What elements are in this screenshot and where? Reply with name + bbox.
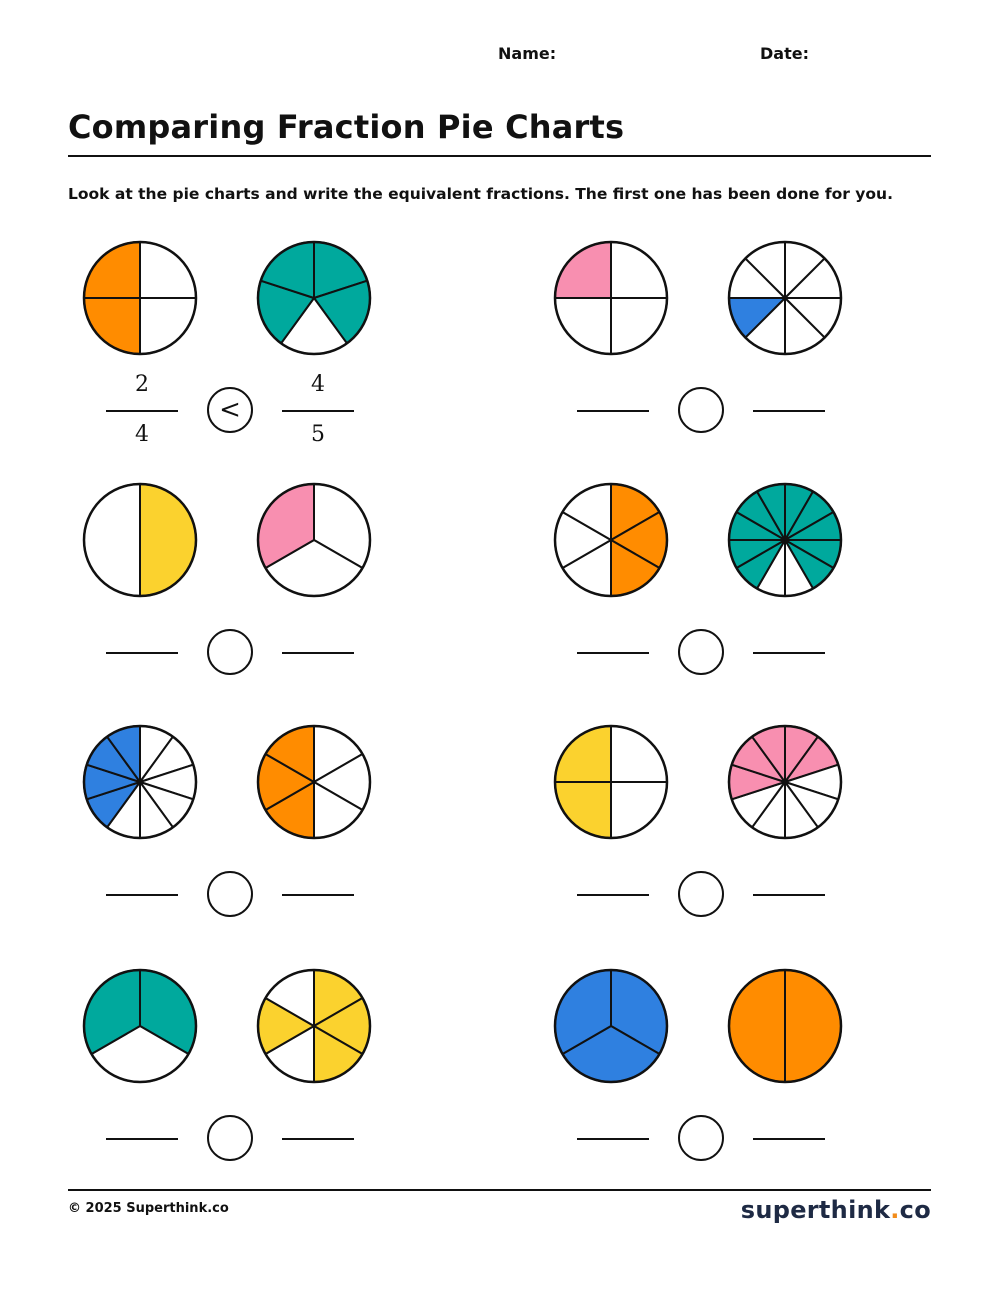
pie-slice-shaded	[729, 970, 785, 1082]
title-rule	[68, 155, 931, 157]
fraction-right-numerator: 4	[311, 372, 325, 397]
pie-slice-empty	[84, 484, 140, 596]
fraction-left-numerator: 2	[135, 372, 149, 397]
answer-line-right[interactable]	[282, 1138, 354, 1140]
problem-6	[553, 724, 853, 954]
copyright: © 2025 Superthink.co	[68, 1201, 229, 1216]
answer-line-right[interactable]	[282, 652, 354, 654]
comparison-circle[interactable]	[678, 1115, 724, 1161]
answer-line-right[interactable]	[282, 894, 354, 896]
pie-chart-right	[727, 240, 843, 356]
pie-slice-shaded	[785, 970, 841, 1082]
comparison-circle[interactable]	[207, 871, 253, 917]
answer-line-right[interactable]	[753, 1138, 825, 1140]
problem-7	[82, 968, 382, 1198]
comparison-circle[interactable]	[207, 1115, 253, 1161]
answer-line-right[interactable]	[753, 410, 825, 412]
pie-chart-left	[82, 968, 198, 1084]
pie-chart-left	[82, 240, 198, 356]
pie-chart-left	[82, 724, 198, 840]
pie-chart-right	[256, 482, 372, 598]
comparison-circle[interactable]	[207, 387, 253, 433]
fraction-left-denominator: 4	[135, 422, 149, 447]
comparison-circle[interactable]	[678, 387, 724, 433]
pie-chart-right	[727, 482, 843, 598]
answer-line-left[interactable]	[106, 894, 178, 896]
problem-1	[82, 240, 382, 470]
problem-8	[553, 968, 853, 1198]
answer-line-left[interactable]	[577, 652, 649, 654]
problem-4	[553, 482, 853, 712]
comparison-circle[interactable]	[678, 629, 724, 675]
answer-line-right[interactable]	[753, 652, 825, 654]
answer-line-right[interactable]	[753, 894, 825, 896]
pie-chart-right	[727, 968, 843, 1084]
answer-line-left[interactable]	[106, 1138, 178, 1140]
pie-chart-right	[256, 724, 372, 840]
pie-chart-left	[553, 724, 669, 840]
instructions: Look at the pie charts and write the equivalent fractions. The first one has been done for you.	[68, 185, 893, 203]
answer-line-left[interactable]	[577, 410, 649, 412]
pie-chart-right	[256, 968, 372, 1084]
footer-rule	[68, 1189, 931, 1191]
page-title: Comparing Fraction Pie Charts	[68, 108, 625, 146]
date-label: Date:	[760, 44, 809, 63]
answer-line-left[interactable]	[106, 652, 178, 654]
pie-chart-right	[256, 240, 372, 356]
answer-line-left[interactable]	[106, 410, 178, 412]
answer-line-left[interactable]	[577, 1138, 649, 1140]
answer-line-right[interactable]	[282, 410, 354, 412]
pie-chart-left	[553, 482, 669, 598]
answer-line-left[interactable]	[577, 894, 649, 896]
brand-logo: superthink.co	[740, 1196, 931, 1224]
pie-slice-shaded	[140, 484, 196, 596]
comparison-symbol: <	[219, 395, 241, 425]
pie-chart-left	[553, 240, 669, 356]
problem-2	[553, 240, 853, 470]
problem-3	[82, 482, 382, 712]
comparison-circle[interactable]	[678, 871, 724, 917]
comparison-circle[interactable]	[207, 629, 253, 675]
fraction-right-denominator: 5	[311, 422, 325, 447]
pie-chart-right	[727, 724, 843, 840]
pie-chart-left	[82, 482, 198, 598]
pie-chart-left	[553, 968, 669, 1084]
problem-5	[82, 724, 382, 954]
name-label: Name:	[498, 44, 557, 63]
